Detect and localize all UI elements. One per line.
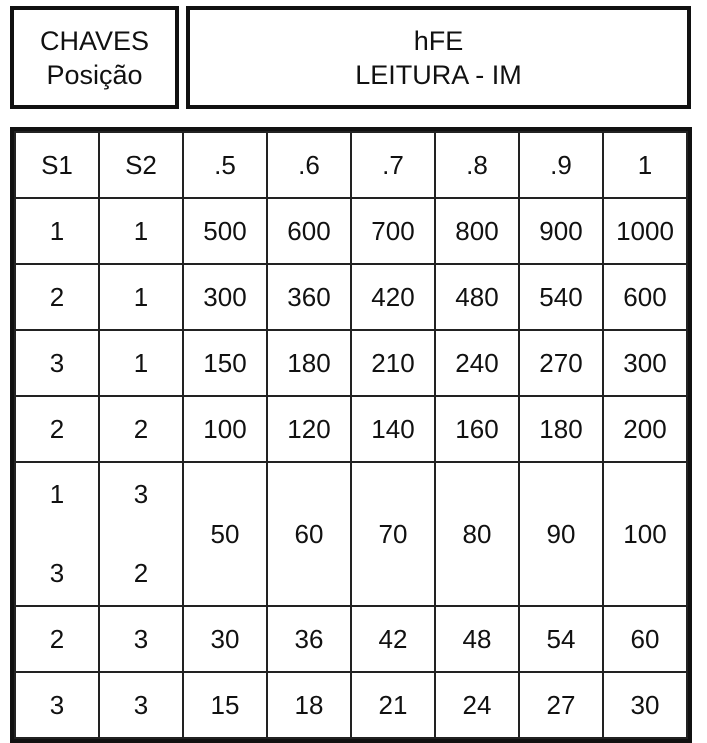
column-header: .6 [267, 132, 351, 198]
s1-cell: 2 [15, 264, 99, 330]
hfe-value-cell: 24 [435, 672, 519, 738]
header-posicao-label: Posição [46, 59, 143, 90]
hfe-value-cell: 18 [267, 672, 351, 738]
s2-cell [99, 462, 183, 606]
hfe-value-cell: 50 [183, 462, 267, 606]
s2-cell: 3 [99, 606, 183, 672]
hfe-value-cell: 100 [183, 396, 267, 462]
hfe-value-cell: 240 [435, 330, 519, 396]
s2-cell: 1 [99, 264, 183, 330]
s2-cell: 2 [99, 396, 183, 462]
table-header-row [15, 132, 687, 198]
s1-multi [16, 479, 98, 589]
hfe-value-cell: 270 [519, 330, 603, 396]
hfe-value-cell: 150 [183, 330, 267, 396]
table-row [15, 330, 687, 396]
column-header: S1 [15, 132, 99, 198]
hfe-value-cell: 900 [519, 198, 603, 264]
hfe-value-cell: 36 [267, 606, 351, 672]
table-row [15, 606, 687, 672]
s1-cell [15, 462, 99, 606]
hfe-value-cell: 360 [267, 264, 351, 330]
column-header: .5 [183, 132, 267, 198]
table-row [15, 396, 687, 462]
hfe-value-cell: 500 [183, 198, 267, 264]
hfe-value-cell: 210 [351, 330, 435, 396]
s1-cell: 1 [15, 198, 99, 264]
s1-cell: 3 [15, 672, 99, 738]
header-leitura-label: LEITURA - IM [355, 59, 522, 90]
hfe-value-cell: 48 [435, 606, 519, 672]
s2-value: 3 [133, 479, 149, 509]
header-chaves-posicao [10, 6, 179, 109]
hfe-value-cell: 600 [267, 198, 351, 264]
s2-cell: 1 [99, 330, 183, 396]
hfe-value-cell: 60 [267, 462, 351, 606]
table-row [15, 462, 687, 606]
hfe-value-cell: 540 [519, 264, 603, 330]
s1-cell: 3 [15, 330, 99, 396]
header-hfe-leitura [186, 6, 691, 109]
hfe-value-cell: 300 [183, 264, 267, 330]
s2-value: 2 [133, 558, 149, 588]
hfe-value-cell: 30 [603, 672, 687, 738]
column-header: .7 [351, 132, 435, 198]
hfe-value-cell: 180 [267, 330, 351, 396]
table-row [15, 264, 687, 330]
hfe-value-cell: 1000 [603, 198, 687, 264]
hfe-value-cell: 90 [519, 462, 603, 606]
hfe-value-cell: 480 [435, 264, 519, 330]
hfe-value-cell: 80 [435, 462, 519, 606]
column-header: S2 [99, 132, 183, 198]
hfe-value-cell: 21 [351, 672, 435, 738]
hfe-value-cell: 100 [603, 462, 687, 606]
hfe-value-cell: 15 [183, 672, 267, 738]
hfe-value-cell: 600 [603, 264, 687, 330]
hfe-table-grid [14, 131, 688, 739]
s1-value: 3 [49, 558, 65, 588]
s2-multi [100, 479, 182, 589]
hfe-value-cell: 200 [603, 396, 687, 462]
s2-cell: 1 [99, 198, 183, 264]
hfe-value-cell: 54 [519, 606, 603, 672]
hfe-value-cell: 120 [267, 396, 351, 462]
column-header: .9 [519, 132, 603, 198]
s1-value: 1 [49, 479, 65, 509]
hfe-value-cell: 30 [183, 606, 267, 672]
hfe-value-cell: 42 [351, 606, 435, 672]
hfe-table [10, 127, 692, 743]
s1-cell: 2 [15, 606, 99, 672]
s2-cell: 3 [99, 672, 183, 738]
hfe-value-cell: 700 [351, 198, 435, 264]
hfe-value-cell: 27 [519, 672, 603, 738]
hfe-value-cell: 60 [603, 606, 687, 672]
hfe-value-cell: 180 [519, 396, 603, 462]
hfe-value-cell: 420 [351, 264, 435, 330]
hfe-value-cell: 800 [435, 198, 519, 264]
table-row [15, 198, 687, 264]
hfe-value-cell: 300 [603, 330, 687, 396]
hfe-value-cell: 70 [351, 462, 435, 606]
column-header: 1 [603, 132, 687, 198]
hfe-value-cell: 140 [351, 396, 435, 462]
hfe-value-cell: 160 [435, 396, 519, 462]
header-chaves-label: CHAVES [39, 25, 150, 56]
table-row [15, 672, 687, 738]
column-header: .8 [435, 132, 519, 198]
s1-cell: 2 [15, 396, 99, 462]
header-hfe-label: hFE [413, 25, 464, 56]
